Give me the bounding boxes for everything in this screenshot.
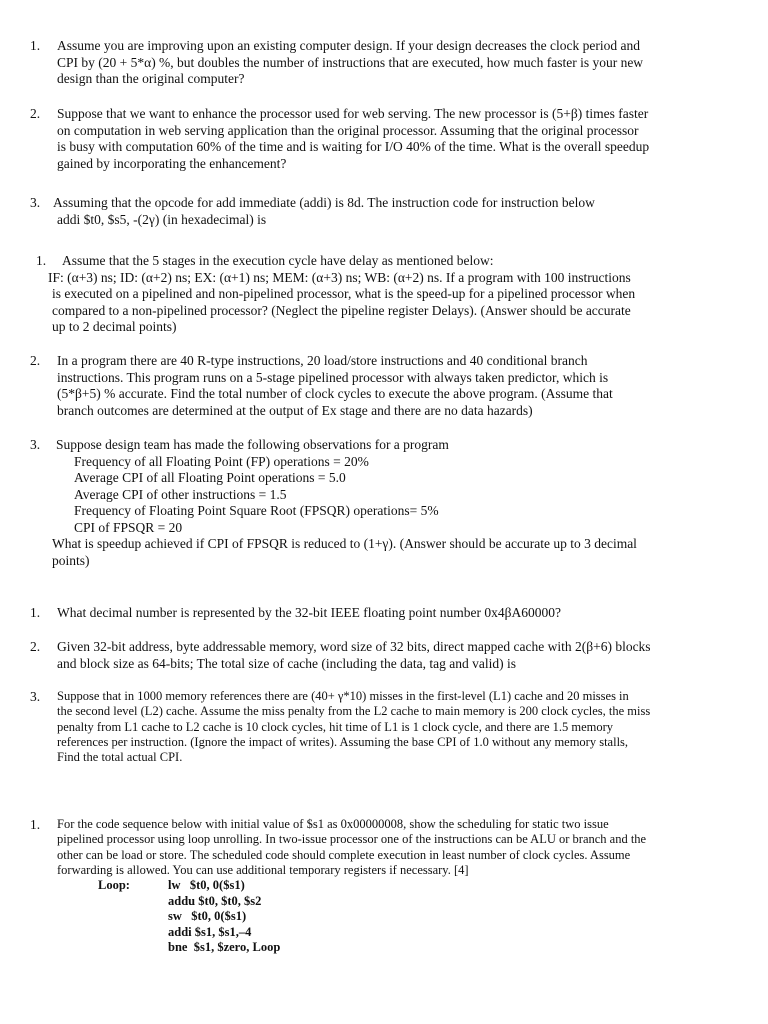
text-line: Assume you are improving upon an existing computer design. If your design decreases the clock period and xyxy=(57,38,640,53)
text-line: forwarding is allowed. You can use additional temporary registers if necessary. [4] xyxy=(57,862,469,877)
question-text xyxy=(53,195,743,228)
loop-label: Loop: xyxy=(98,878,130,892)
text-line: Suppose that we want to enhance the processor used for web serving. The new processor is (5+β) times faster xyxy=(57,106,649,121)
text-line: Suppose design team has made the following observations for a program xyxy=(56,437,449,452)
text-line: compared to a non-pipelined processor? (Neglect the pipeline register Delays). (Answer should be accurate xyxy=(52,302,631,318)
question-text xyxy=(57,353,722,419)
question-number: 1. xyxy=(30,38,41,53)
observation-line: CPI of FPSQR = 20 xyxy=(74,519,183,535)
question-text xyxy=(48,253,727,336)
text-line: and block size as 64-bits; The total size of cache (including the data, tag and valid) is xyxy=(57,655,516,671)
text-line: For the code sequence below with initial value of $s1 as 0x00000008, show the scheduling for static two issue xyxy=(57,817,609,831)
text-line: Given 32-bit address, byte addressable memory, word size of 32 bits, direct mapped cache with 2(β+6) blocks xyxy=(57,639,651,654)
text-line: CPI by (20 + 5*α) %, but doubles the number of instructions that are executed, how much faster is your new xyxy=(57,54,644,70)
text-line: is busy with computation 60% of the time and is waiting for I/O 40% of the time. What is the overall speedup xyxy=(57,139,650,154)
text-line: instructions. This program runs on a 5-stage pipelined processor with always taken predictor, which is xyxy=(57,369,609,385)
question-number: 1. xyxy=(36,253,47,268)
question-number: 2. xyxy=(30,353,41,368)
question-text xyxy=(57,639,747,672)
question-number: 1. xyxy=(30,605,41,620)
question-text xyxy=(52,437,742,569)
question-text xyxy=(57,605,747,622)
code-line: addi $s1, $s1,–4 xyxy=(168,924,252,939)
question-number: 2. xyxy=(30,639,41,654)
question-number: 3. xyxy=(30,195,41,210)
instruction-line: addi $t0, $s5, -(2γ) (in hexadecimal) is xyxy=(57,211,267,227)
observation-line: Frequency of Floating Point Square Root (FPSQR) operations= 5% xyxy=(74,503,439,518)
text-line: other can be load or store. The scheduled code should complete execution in least number of clock cycles. Assume xyxy=(57,847,631,862)
text-line: What is speedup achieved if CPI of FPSQR is reduced to (1+γ). (Answer should be accurate up to 3 decimal xyxy=(52,536,637,551)
code-line: addu $t0, $t0, $s2 xyxy=(168,893,262,908)
code-line: lw $t0, 0($s1) xyxy=(168,878,245,892)
text-line: Assume that the 5 stages in the execution cycle have delay as mentioned below: xyxy=(62,253,494,268)
text-line: pipelined processor using loop unrolling. In two-issue processor one of the instructions can be ALU or branch and the xyxy=(57,832,647,847)
text-line: (5*β+5) % accurate. Find the total number of clock cycles to execute the above program. (Assume that xyxy=(57,386,613,401)
question-text xyxy=(57,817,727,878)
question-number: 2. xyxy=(30,106,41,121)
question-text xyxy=(57,689,727,765)
code-line: sw $t0, 0($s1) xyxy=(168,909,247,923)
text-line: In a program there are 40 R-type instructions, 20 load/store instructions and 40 conditional branch xyxy=(57,353,588,368)
text-line: branch outcomes are determined at the output of Ex stage and there are no data hazards) xyxy=(57,402,533,418)
question-number: 3. xyxy=(30,689,41,704)
observation-line: Frequency of all Floating Point (FP) operations = 20% xyxy=(74,453,369,469)
text-line: is executed on a pipelined and non-pipelined processor, what is the speed-up for a pipelined processor when xyxy=(52,286,636,301)
text-line: Suppose that in 1000 memory references there are (40+ γ*10) misses in the first-level (L1) cache and 20 misses in xyxy=(57,689,629,703)
text-line: points) xyxy=(52,552,90,568)
question-text xyxy=(57,38,747,88)
text-line: references per instruction. (Ignore the impact of writes). Assuming the base CPI of 1.0 without any memory stalls, xyxy=(57,734,629,749)
text-line: the second level (L2) cache. Assume the miss penalty from the L2 cache to main memory is 200 clock cycles, the miss xyxy=(57,704,651,719)
text-line: penalty from L1 cache to L2 cache is 10 clock cycles, hit time of L1 is 1 clock cycle, and there are 1.5 memory xyxy=(57,719,614,734)
code-block xyxy=(98,878,398,958)
text-line: design than the original computer? xyxy=(57,71,245,86)
text-line: IF: (α+3) ns; ID: (α+2) ns; EX: (α+1) ns; MEM: (α+3) ns; WB: (α+2) ns. If a program with 100 instructions xyxy=(48,269,631,285)
observation-line: Average CPI of other instructions = 1.5 xyxy=(74,486,287,502)
question-text xyxy=(57,106,747,172)
text-line: What decimal number is represented by the 32-bit IEEE floating point number 0x4βA60000? xyxy=(57,605,561,620)
code-line: bne $s1, $zero, Loop xyxy=(168,940,281,954)
observation-line: Average CPI of all Floating Point operations = 5.0 xyxy=(74,470,346,485)
question-number: 3. xyxy=(30,437,41,452)
text-line: gained by incorporating the enhancement? xyxy=(57,155,287,171)
text-line: on computation in web serving application than the original processor. Assuming that the original processor xyxy=(57,122,639,138)
text-line: up to 2 decimal points) xyxy=(52,319,177,334)
text-line: Find the total actual CPI. xyxy=(57,750,183,765)
question-number: 1. xyxy=(30,817,41,832)
text-line: Assuming that the opcode for add immediate (addi) is 8d. The instruction code for instruction below xyxy=(53,195,595,210)
